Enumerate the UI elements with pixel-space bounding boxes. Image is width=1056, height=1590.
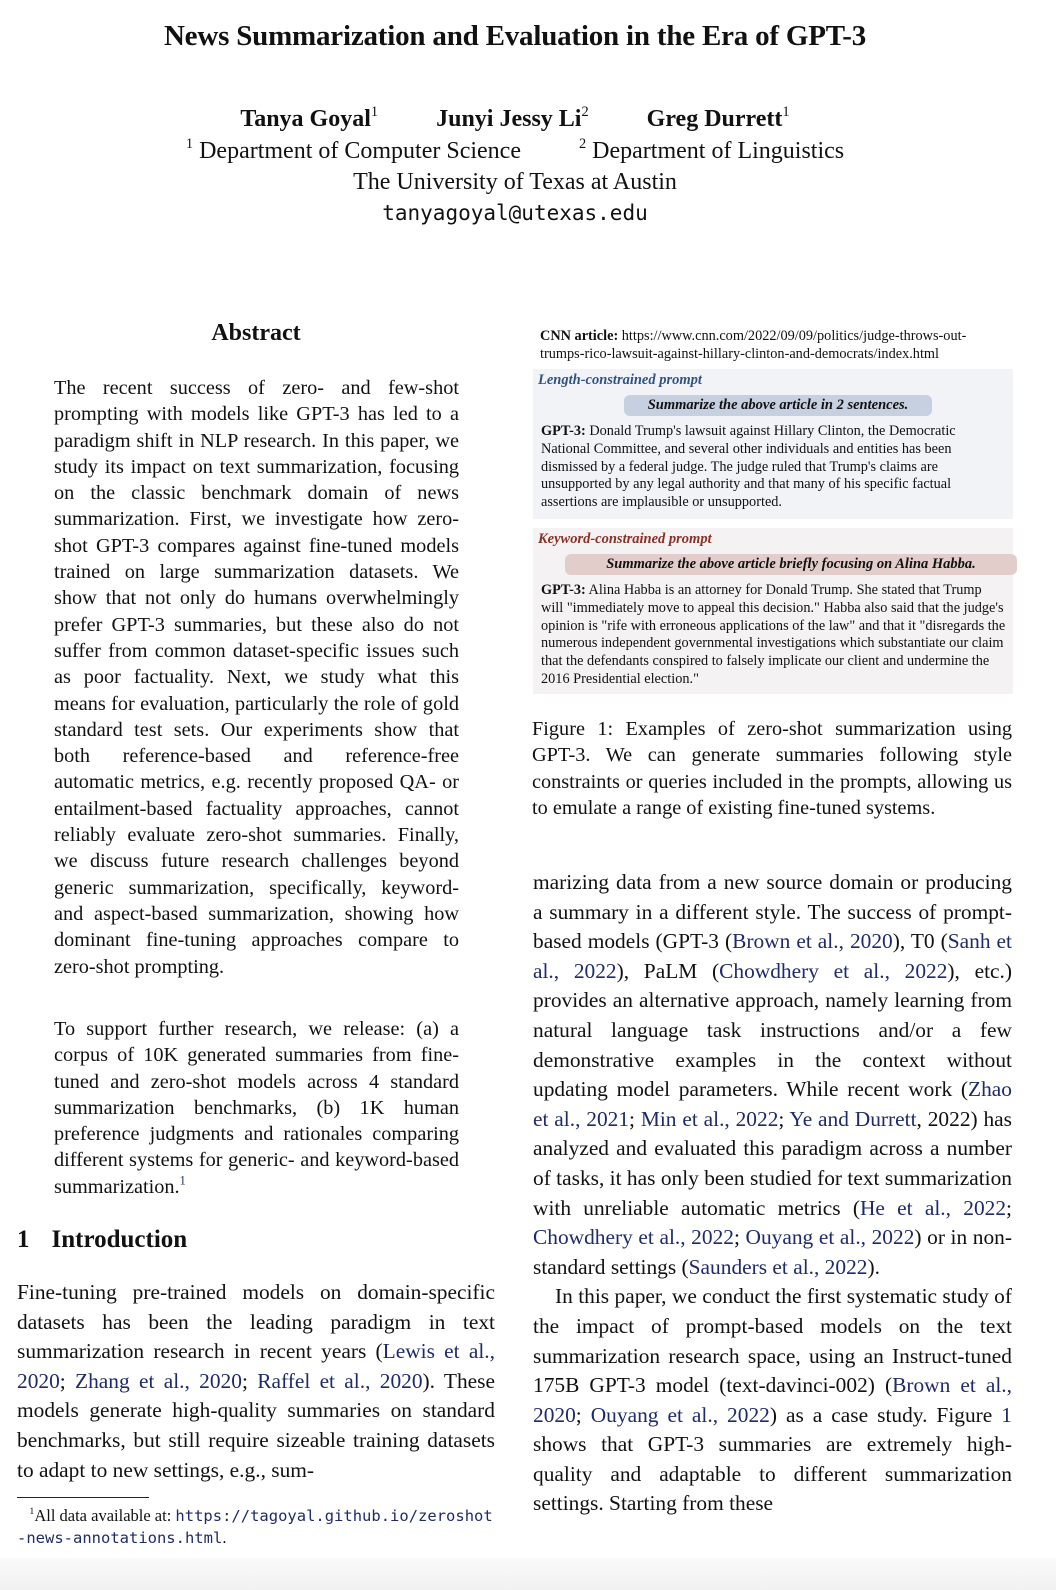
citation-link[interactable]: Chowdhery et al., 2022 bbox=[719, 958, 948, 983]
figure-ref-link[interactable]: 1 bbox=[1001, 1402, 1012, 1427]
author: Junyi Jessy Li$^2$ bbox=[436, 103, 589, 132]
panel-label: Keyword-constrained prompt bbox=[538, 531, 712, 547]
gpt3-output: GPT-3: Alina Habba is an attorney for Donald Trump. She stated that Trump will "immediately move to appeal this decision." Habba also said that the judge's opinion is "rife with erroneous applications of the law" and that it "disregards the numerous independent governmental investigations which substantiate our claim that the defendants conspired to falsely implicate our client and undermine the 2016 Presidential election." bbox=[541, 582, 1006, 687]
figure-source: CNN article: https://www.cnn.com/2022/09/09/politics/judge-throws-out-trumps-rico-lawsuit-against-hillary-clinton-and-democrats/index.html bbox=[540, 328, 967, 362]
citation-link[interactable]: Sanh et al., 2022 bbox=[533, 929, 1012, 983]
gpt3-output: GPT-3: Donald Trump's lawsuit against Hillary Clinton, the Democratic National Committee, and several other individuals and entities has been dismissed by a federal judge. The judge ruled that Trump's claims are unsupported by any legal authority and that many of his specific factual assertions are implausible or unsupported. bbox=[541, 423, 956, 511]
university: The University of Texas at Austin bbox=[353, 169, 677, 195]
source-url: https://www.cnn.com/2022/09/09/politics/judge-throws-out-trumps-rico-lawsuit-against-hillary-clinton-and-democrats/index.html bbox=[540, 328, 967, 362]
keyword-prompt-panel bbox=[533, 528, 1013, 694]
citation-link[interactable]: Zhang et al., 2020 bbox=[75, 1368, 242, 1393]
affiliation: $^1$ Department of Computer Science bbox=[185, 135, 521, 164]
footnote-marker[interactable]: 1 bbox=[179, 1173, 186, 1188]
citation-link[interactable]: Brown et al., 2020 bbox=[732, 929, 893, 954]
citation-link[interactable]: He et al., 2022 bbox=[859, 1195, 1007, 1220]
figure-caption: Figure 1: Examples of zero-shot summarization using GPT-3. We can generate summaries following style constraints or queries included in the prompts, allowing us to emulate a range of existing fine-tuned systems. bbox=[532, 718, 1012, 819]
citation-link[interactable]: Chowdhery et al., 2022 bbox=[533, 1225, 734, 1250]
affiliation: $^2$ Department of Linguistics bbox=[578, 135, 845, 164]
intro-paragraph: In this paper, we conduct the first systematic study of the impact of prompt-based models on the text summarization research space, using an Instruct-tuned 175B GPT-3 model (text-davinci-002) (Brown et al., 2020; Ouyang et al., 2022) as a case study. Figure 1 shows that GPT-3 summaries are extremely high-quality and adaptable to different summarization settings. Starting from these bbox=[533, 1284, 1012, 1516]
footnote-link[interactable]: https://tagoyal.github.io/zeroshot-news-annotations.html bbox=[17, 1507, 493, 1547]
abstract-paragraph: To support further research, we release: (a) a corpus of 10K generated summaries from fine-tuned and zero-shot models across 4 standard summarization benchmarks, (b) 1K human preference judgments and rationales comparing different systems for generic- and keyword-based summarization.$^1$ bbox=[54, 1018, 459, 1198]
length-prompt-panel bbox=[533, 369, 1013, 519]
author: Greg Durrett$^1$ bbox=[646, 103, 790, 132]
affiliations bbox=[0, 135, 1030, 165]
intro-paragraph: marizing data from a new source domain or producing a summary in a different style. The success of prompt-based models (GPT-3 (Brown et al., 2020), T0 (Sanh et al., 2022), PaLM (Chowdhery et al., 2022), etc.) provides an alternative approach, namely learning from natural language task instructions and/or a few demonstrative examples in the context without updating model parameters. While recent work (Zhao et al., 2021; Min et al., 2022; Ye and Durrett, 2022) has analyzed and evaluated this paradigm across a number of tasks, it has only been studied for text summarization with unreliable automatic metrics (He et al., 2022; Chowdhery et al., 2022; Ouyang et al., 2022) or in non-standard settings (Saunders et al., 2022). bbox=[533, 870, 1013, 1279]
abstract-heading: Abstract bbox=[211, 320, 301, 346]
author-list bbox=[0, 103, 1030, 133]
panel-label: Length-constrained prompt bbox=[538, 372, 702, 388]
citation-link[interactable]: Ouyang et al., 2022 bbox=[745, 1225, 915, 1250]
citation-link[interactable]: Lewis et al., 2020 bbox=[17, 1339, 495, 1393]
footnote: $^1$All data available at: https://tagoyal.github.io/zeroshot-news-annotations.html. bbox=[17, 1506, 493, 1547]
prompt-pill: Summarize the above article briefly focusing on Alina Habba. bbox=[565, 554, 1017, 575]
paper-title: News Summarization and Evaluation in the Era of GPT-3 bbox=[163, 20, 867, 52]
author: Tanya Goyal$^1$ bbox=[240, 103, 379, 132]
intro-continued bbox=[533, 868, 1012, 1519]
citation-link[interactable]: Ouyang et al., 2022 bbox=[590, 1402, 770, 1427]
footnote-rule bbox=[17, 1497, 149, 1498]
citation-link[interactable]: Brown et al., 2020 bbox=[533, 1373, 1012, 1427]
intro-paragraph: Fine-tuning pre-trained models on domain-specific datasets has been the leading paradigm in text summarization research in recent years (Lewis et al., 2020; Zhang et al., 2020; Raffel et al., 2020). These models generate high-quality summaries on standard benchmarks, but still require sizeable training datasets to adapt to new settings, e.g., sum- bbox=[17, 1280, 495, 1482]
section-heading: 1 Introduction bbox=[17, 1226, 188, 1253]
prompt-pill: Summarize the above article in 2 sentences. bbox=[624, 395, 932, 416]
page-bottom-edge bbox=[0, 1558, 1056, 1590]
citation-link[interactable]: Min et al., 2022 bbox=[640, 1106, 779, 1131]
citation-link[interactable]: Zhao et al., 2021 bbox=[533, 1077, 1012, 1131]
author-email[interactable]: tanyagoyal@utexas.edu bbox=[382, 201, 648, 225]
citation-link[interactable]: Raffel et al., 2020 bbox=[257, 1368, 423, 1393]
abstract-paragraph: The recent success of zero- and few-shot prompting with models like GPT-3 has led to a paradigm shift in NLP research. In this paper, we study its impact on text summarization, focusing on the classic benchmark domain of news summarization. First, we investigate how zero-shot GPT-3 compares against fine-tuned models trained on large summarization datasets. We show that not only do humans overwhelmingly prefer GPT-3 summaries, but these also do not suffer from common dataset-specific issues such as poor factuality. Next, we study what this means for evaluation, particularly the role of gold standard test sets. Our experiments show that both reference-based and reference-free automatic metrics, e.g. recently proposed QA- or entailment-based factuality approaches, cannot reliably evaluate zero-shot summaries. Finally, we discuss future research challenges beyond generic summarization, specifically, keyword- and aspect-based summarization, showing how dominant fine-tuning approaches compare to zero-shot prompting. bbox=[54, 377, 459, 978]
citation-link[interactable]: Saunders et al., 2022 bbox=[688, 1254, 868, 1279]
citation-link[interactable]: Ye and Durrett bbox=[789, 1106, 917, 1131]
